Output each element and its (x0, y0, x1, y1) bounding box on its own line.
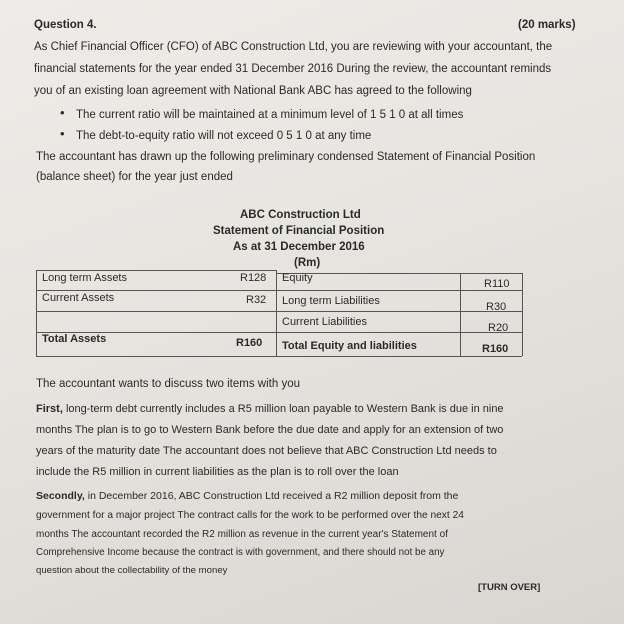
intro-line: financial statements for the year ended 31 December 2016 During the review, the accountant reminds (34, 63, 552, 75)
second-item-line: Secondly, in December 2016, ABC Construction Ltd received a R2 million deposit from the (36, 490, 459, 502)
first-item-line: months The plan is to go to Western Bank before the due date and apply for an extension of two (36, 424, 504, 436)
discussion-lead: The accountant wants to discuss two items with you (36, 378, 300, 390)
statement-unit: (Rm) (294, 257, 321, 269)
table-cell-label: Long term Assets (42, 272, 127, 284)
table-cell-value: R160 (482, 343, 509, 355)
after-line: The accountant has drawn up the following preliminary condensed Statement of Financial Position (36, 151, 536, 163)
table-cell-label: Equity (282, 272, 313, 284)
after-line: (balance sheet) for the year just ended (36, 171, 233, 183)
statement-title: Statement of Financial Position (213, 225, 385, 237)
table-cell-value: R30 (486, 301, 507, 313)
question-title: Question 4. (34, 19, 97, 31)
first-item-line: include the R5 million in current liabilities as the plan is to roll over the loan (36, 466, 399, 478)
table-cell-value: R160 (236, 337, 263, 349)
first-item-line: years of the maturity date The accountant does not believe that ABC Construction Ltd needs to (36, 445, 497, 457)
first-item-line: First, long-term debt currently includes a R5 million loan payable to Western Bank is due in nine (36, 403, 504, 415)
bullet-dot: • (60, 126, 65, 141)
bullet-item: The current ratio will be maintained at a minimum level of 1 5 1 0 at all times (76, 109, 464, 121)
turn-over-label: [TURN OVER] (478, 582, 541, 593)
question-marks: (20 marks) (518, 19, 576, 31)
bullet-item: The debt-to-equity ratio will not exceed 0 5 1 0 at any time (76, 130, 372, 142)
table-cell-label: Current Liabilities (282, 316, 367, 328)
statement-date: As at 31 December 2016 (233, 241, 365, 253)
table-cell-label: Total Equity and liabilities (282, 340, 417, 352)
table-cell-value: R110 (484, 278, 510, 290)
table-cell-label: Total Assets (42, 333, 107, 345)
table-cell-label: Current Assets (42, 292, 115, 304)
bullet-dot: • (60, 105, 65, 120)
intro-line: As Chief Financial Officer (CFO) of ABC Construction Ltd, you are reviewing with your accountant, the (34, 41, 553, 53)
table-cell-label: Long term Liabilities (282, 295, 380, 307)
second-item-line: government for a major project The contract calls for the work to be performed over the next 24 (36, 510, 464, 521)
intro-line: you of an existing loan agreement with National Bank ABC has agreed to the following (34, 85, 472, 97)
table-cell-value: R32 (246, 294, 267, 306)
table-cell-value: R20 (488, 322, 509, 334)
second-item-line: Comprehensive Income because the contract is with government, and there should not be any (36, 547, 445, 558)
table-cell-value: R128 (240, 272, 267, 284)
second-item-line: months The accountant recorded the R2 million as revenue in the current year's Statement of (36, 529, 448, 540)
statement-company: ABC Construction Ltd (240, 209, 361, 221)
second-item-line: question about the collectability of the money (36, 565, 228, 576)
